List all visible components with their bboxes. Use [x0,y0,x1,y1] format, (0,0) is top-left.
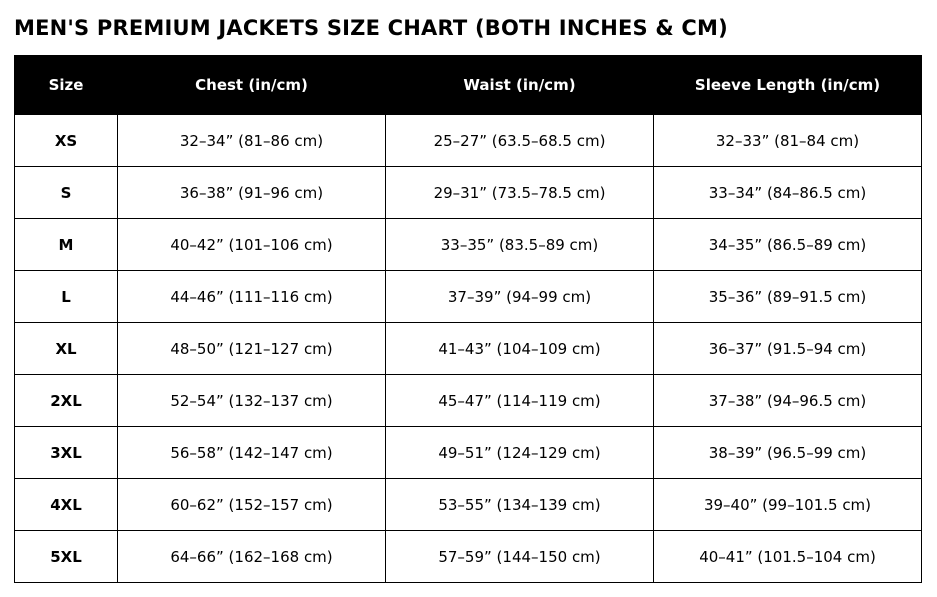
cell-chest: 60–62” (152–157 cm) [118,479,386,531]
cell-chest: 52–54” (132–137 cm) [118,375,386,427]
table-row [15,427,922,479]
table-row [15,531,922,583]
table-header [15,56,922,115]
cell-sleeve: 39–40” (99–101.5 cm) [654,479,922,531]
cell-sleeve: 40–41” (101.5–104 cm) [654,531,922,583]
table-body [15,115,922,583]
table-row [15,323,922,375]
cell-size: L [15,271,118,323]
cell-waist: 25–27” (63.5–68.5 cm) [386,115,654,167]
cell-sleeve: 33–34” (84–86.5 cm) [654,167,922,219]
cell-size: 4XL [15,479,118,531]
column-header-sleeve: Sleeve Length (in/cm) [654,56,922,115]
table-row [15,479,922,531]
cell-waist: 53–55” (134–139 cm) [386,479,654,531]
table-row [15,219,922,271]
column-header-size: Size [15,56,118,115]
cell-sleeve: 34–35” (86.5–89 cm) [654,219,922,271]
cell-sleeve: 38–39” (96.5–99 cm) [654,427,922,479]
cell-size: 5XL [15,531,118,583]
cell-chest: 36–38” (91–96 cm) [118,167,386,219]
cell-waist: 45–47” (114–119 cm) [386,375,654,427]
size-chart-table [14,55,922,583]
cell-size: XL [15,323,118,375]
cell-waist: 29–31” (73.5–78.5 cm) [386,167,654,219]
table-header-row [15,56,922,115]
cell-size: M [15,219,118,271]
cell-size: 2XL [15,375,118,427]
cell-waist: 49–51” (124–129 cm) [386,427,654,479]
page-title: MEN'S PREMIUM JACKETS SIZE CHART (BOTH INCHES & CM) [14,16,728,40]
cell-chest: 56–58” (142–147 cm) [118,427,386,479]
cell-chest: 40–42” (101–106 cm) [118,219,386,271]
cell-waist: 41–43” (104–109 cm) [386,323,654,375]
column-header-waist: Waist (in/cm) [386,56,654,115]
table-row [15,271,922,323]
cell-chest: 32–34” (81–86 cm) [118,115,386,167]
cell-sleeve: 35–36” (89–91.5 cm) [654,271,922,323]
cell-waist: 57–59” (144–150 cm) [386,531,654,583]
cell-sleeve: 32–33” (81–84 cm) [654,115,922,167]
cell-size: XS [15,115,118,167]
cell-size: S [15,167,118,219]
table-row [15,167,922,219]
cell-chest: 44–46” (111–116 cm) [118,271,386,323]
table-row [15,375,922,427]
cell-sleeve: 37–38” (94–96.5 cm) [654,375,922,427]
cell-waist: 33–35” (83.5–89 cm) [386,219,654,271]
cell-waist: 37–39” (94–99 cm) [386,271,654,323]
cell-chest: 48–50” (121–127 cm) [118,323,386,375]
column-header-chest: Chest (in/cm) [118,56,386,115]
cell-chest: 64–66” (162–168 cm) [118,531,386,583]
table-row [15,115,922,167]
cell-sleeve: 36–37” (91.5–94 cm) [654,323,922,375]
cell-size: 3XL [15,427,118,479]
